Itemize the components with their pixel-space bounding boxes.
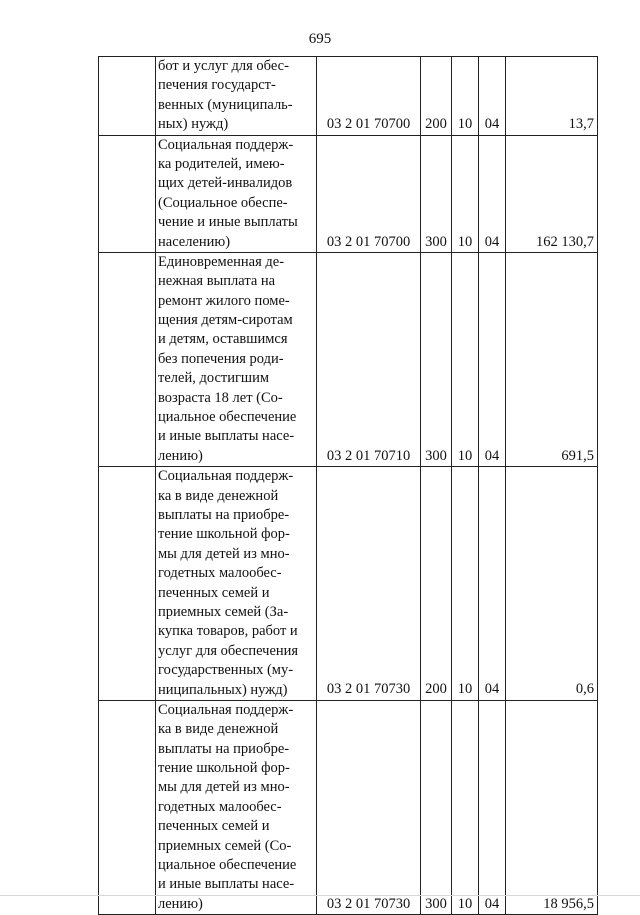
blank-cell bbox=[99, 57, 156, 136]
blank-cell bbox=[99, 135, 156, 252]
item-name-cell bbox=[156, 57, 317, 136]
item-name-line: циальное обеспечение bbox=[158, 857, 297, 874]
item-name-line: печенных семей и bbox=[158, 818, 270, 835]
table-row bbox=[99, 57, 598, 136]
item-name-line: печенных семей и bbox=[158, 584, 270, 601]
item-name-line: (Социальное обеспе- bbox=[158, 194, 288, 211]
expense-type-cell: 200 bbox=[421, 57, 452, 136]
item-name-line: приемных семей (Со- bbox=[158, 837, 292, 854]
subsection-cell: 04 bbox=[479, 700, 506, 914]
item-name-line: годетных малообес- bbox=[158, 565, 282, 582]
item-name-line: Единовременная де- bbox=[158, 253, 285, 270]
table-row bbox=[99, 700, 598, 914]
amount-cell: 13,7 bbox=[506, 57, 598, 136]
item-name-line: чение и иные выплаты bbox=[158, 214, 298, 231]
item-name-line: и иные выплаты насе- bbox=[158, 428, 295, 445]
target-code-cell: 03 2 01 70700 bbox=[317, 135, 421, 252]
section-cell: 10 bbox=[452, 467, 479, 701]
item-name-line: Социальная поддерж- bbox=[158, 136, 294, 153]
amount-cell: 18 956,5 bbox=[506, 700, 598, 914]
item-name-line: мы для детей из мно- bbox=[158, 545, 290, 562]
item-name-line: Социальная поддерж- bbox=[158, 468, 294, 485]
amount-cell: 691,5 bbox=[506, 252, 598, 466]
item-name-line: ремонт жилого поме- bbox=[158, 292, 290, 309]
item-name-cell bbox=[156, 467, 317, 701]
blank-cell bbox=[99, 252, 156, 466]
amount-cell: 0,6 bbox=[506, 467, 598, 701]
item-name-line: и детям, оставшимся bbox=[158, 331, 288, 348]
budget-table bbox=[98, 56, 598, 915]
item-name-line: выплаты на приобре- bbox=[158, 740, 290, 757]
expense-type-cell: 300 bbox=[421, 135, 452, 252]
page-edge-divider bbox=[0, 895, 640, 896]
item-name-line: ниципальных) нужд) bbox=[158, 681, 288, 698]
section-cell: 10 bbox=[452, 135, 479, 252]
subsection-cell: 04 bbox=[479, 467, 506, 701]
item-name-line: телей, достигшим bbox=[158, 370, 270, 387]
item-name-line: циальное обеспечение bbox=[158, 409, 297, 426]
item-name-line: мы для детей из мно- bbox=[158, 779, 290, 796]
item-name-line: ка родителей, имею- bbox=[158, 155, 285, 172]
table-row bbox=[99, 252, 598, 466]
item-name-line: бот и услуг для обес- bbox=[158, 58, 289, 74]
subsection-cell: 04 bbox=[479, 57, 506, 136]
subsection-cell: 04 bbox=[479, 252, 506, 466]
target-code-cell: 03 2 01 70700 bbox=[317, 57, 421, 136]
expense-type-cell: 300 bbox=[421, 700, 452, 914]
target-code-cell: 03 2 01 70730 bbox=[317, 467, 421, 701]
table-row bbox=[99, 467, 598, 701]
item-name-line: лению) bbox=[158, 895, 203, 912]
item-name-line: приемных семей (За- bbox=[158, 603, 289, 620]
item-name-line: возраста 18 лет (Со- bbox=[158, 389, 283, 406]
item-name-line: населению) bbox=[158, 233, 231, 250]
item-name-line: щих детей-инвалидов bbox=[158, 175, 293, 192]
item-name-line: нежная выплата на bbox=[158, 273, 276, 290]
section-cell: 10 bbox=[452, 57, 479, 136]
subsection-cell: 04 bbox=[479, 135, 506, 252]
item-name-line: тение школьной фор- bbox=[158, 760, 290, 777]
item-name-line: ных) нужд) bbox=[158, 116, 229, 133]
item-name-cell bbox=[156, 700, 317, 914]
blank-cell bbox=[99, 467, 156, 701]
item-name-line: выплаты на приобре- bbox=[158, 506, 290, 523]
item-name-cell bbox=[156, 252, 317, 466]
item-name-line: государственных (му- bbox=[158, 662, 294, 679]
item-name-line: венных (муниципаль- bbox=[158, 96, 293, 113]
item-name-line: ка в виде денежной bbox=[158, 721, 279, 738]
blank-cell bbox=[99, 700, 156, 914]
amount-cell: 162 130,7 bbox=[506, 135, 598, 252]
item-name-line: годетных малообес- bbox=[158, 798, 282, 815]
section-cell: 10 bbox=[452, 252, 479, 466]
item-name-line: без попечения роди- bbox=[158, 350, 284, 367]
item-name-cell bbox=[156, 135, 317, 252]
section-cell: 10 bbox=[452, 700, 479, 914]
expense-type-cell: 200 bbox=[421, 467, 452, 701]
table-row bbox=[99, 135, 598, 252]
item-name-line: услуг для обеспечения bbox=[158, 642, 299, 659]
item-name-line: лению) bbox=[158, 447, 203, 464]
item-name-line: тение школьной фор- bbox=[158, 526, 290, 543]
page-number: 695 bbox=[308, 31, 332, 47]
target-code-cell: 03 2 01 70730 bbox=[317, 700, 421, 914]
item-name-line: купка товаров, работ и bbox=[158, 623, 298, 640]
expense-type-cell: 300 bbox=[421, 252, 452, 466]
item-name-line: и иные выплаты насе- bbox=[158, 876, 295, 893]
item-name-line: щения детям-сиротам bbox=[158, 312, 293, 329]
item-name-line: ка в виде денежной bbox=[158, 487, 279, 504]
item-name-line: печения государст- bbox=[158, 77, 276, 94]
target-code-cell: 03 2 01 70710 bbox=[317, 252, 421, 466]
item-name-line: Социальная поддерж- bbox=[158, 701, 294, 718]
